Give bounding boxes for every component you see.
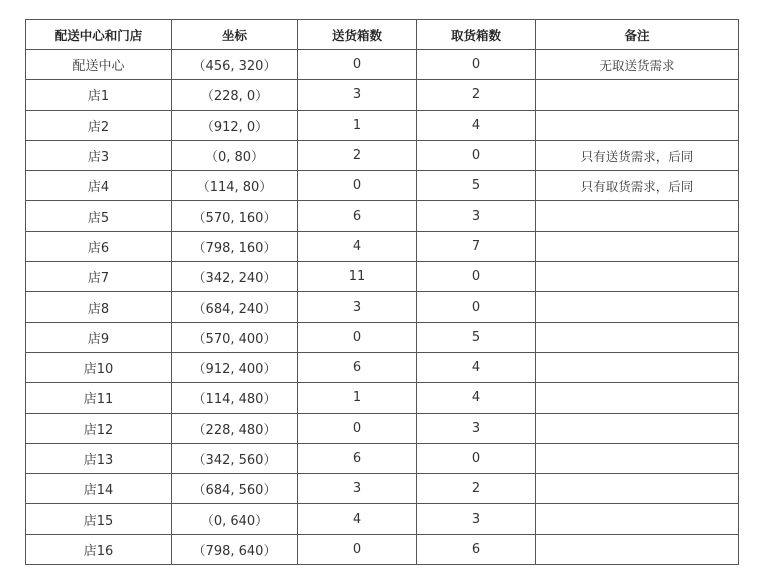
- cell-location: 店14: [26, 474, 172, 504]
- cell-pickup-boxes: 5: [417, 171, 536, 201]
- table-row: [26, 231, 739, 261]
- cell-pickup-boxes: 5: [417, 322, 536, 352]
- cell-delivery-boxes: 0: [298, 534, 417, 564]
- cell-remarks: [536, 80, 739, 110]
- cell-remarks: [536, 322, 739, 352]
- cell-pickup-boxes: 6: [417, 534, 536, 564]
- cell-delivery-boxes: 0: [298, 413, 417, 443]
- cell-remarks: [536, 110, 739, 140]
- table-row: [26, 352, 739, 382]
- cell-delivery-boxes: 0: [298, 50, 417, 80]
- cell-delivery-boxes: 1: [298, 383, 417, 413]
- table-row: [26, 322, 739, 352]
- header-remarks: 备注: [536, 20, 739, 50]
- cell-pickup-boxes: 4: [417, 383, 536, 413]
- cell-pickup-boxes: 4: [417, 352, 536, 382]
- cell-coordinate: （0, 80）: [172, 140, 298, 170]
- table-row: [26, 110, 739, 140]
- cell-pickup-boxes: 0: [417, 443, 536, 473]
- cell-coordinate: （912, 400）: [172, 352, 298, 382]
- header-location: 配送中心和门店: [26, 20, 172, 50]
- cell-remarks: [536, 201, 739, 231]
- cell-pickup-boxes: 0: [417, 50, 536, 80]
- cell-coordinate: （228, 0）: [172, 80, 298, 110]
- cell-delivery-boxes: 2: [298, 140, 417, 170]
- cell-location: 店16: [26, 534, 172, 564]
- cell-location: 店13: [26, 443, 172, 473]
- table-row: [26, 443, 739, 473]
- table-row: [26, 171, 739, 201]
- cell-pickup-boxes: 2: [417, 80, 536, 110]
- cell-location: 店1: [26, 80, 172, 110]
- cell-coordinate: （798, 160）: [172, 231, 298, 261]
- cell-pickup-boxes: 0: [417, 292, 536, 322]
- table-row: [26, 413, 739, 443]
- header-delivery-boxes: 送货箱数: [298, 20, 417, 50]
- table-row: [26, 262, 739, 292]
- cell-remarks: [536, 534, 739, 564]
- cell-delivery-boxes: 0: [298, 322, 417, 352]
- cell-delivery-boxes: 11: [298, 262, 417, 292]
- cell-remarks: [536, 231, 739, 261]
- cell-location: 店9: [26, 322, 172, 352]
- cell-remarks: [536, 352, 739, 382]
- cell-coordinate: （684, 240）: [172, 292, 298, 322]
- cell-location: 店4: [26, 171, 172, 201]
- cell-pickup-boxes: 3: [417, 504, 536, 534]
- cell-coordinate: （456, 320）: [172, 50, 298, 80]
- table-row: [26, 383, 739, 413]
- header-pickup-boxes: 取货箱数: [417, 20, 536, 50]
- table-row: [26, 50, 739, 80]
- cell-location: 店15: [26, 504, 172, 534]
- cell-pickup-boxes: 4: [417, 110, 536, 140]
- cell-location: 店5: [26, 201, 172, 231]
- cell-pickup-boxes: 3: [417, 413, 536, 443]
- cell-coordinate: （228, 480）: [172, 413, 298, 443]
- cell-delivery-boxes: 3: [298, 474, 417, 504]
- cell-remarks: 只有送货需求，后同: [536, 140, 739, 170]
- cell-pickup-boxes: 0: [417, 262, 536, 292]
- cell-coordinate: （684, 560）: [172, 474, 298, 504]
- cell-remarks: [536, 383, 739, 413]
- cell-location: 配送中心: [26, 50, 172, 80]
- cell-coordinate: （0, 640）: [172, 504, 298, 534]
- cell-coordinate: （114, 80）: [172, 171, 298, 201]
- cell-coordinate: （798, 640）: [172, 534, 298, 564]
- cell-location: 店3: [26, 140, 172, 170]
- cell-location: 店12: [26, 413, 172, 443]
- cell-delivery-boxes: 4: [298, 504, 417, 534]
- table-header-row: [26, 20, 739, 50]
- cell-coordinate: （570, 160）: [172, 201, 298, 231]
- table-row: [26, 474, 739, 504]
- cell-delivery-boxes: 1: [298, 110, 417, 140]
- cell-coordinate: （570, 400）: [172, 322, 298, 352]
- cell-location: 店2: [26, 110, 172, 140]
- cell-coordinate: （912, 0）: [172, 110, 298, 140]
- table-body: [26, 50, 739, 565]
- table-row: [26, 140, 739, 170]
- table-row: [26, 201, 739, 231]
- cell-pickup-boxes: 2: [417, 474, 536, 504]
- cell-remarks: [536, 262, 739, 292]
- cell-location: 店10: [26, 352, 172, 382]
- cell-location: 店7: [26, 262, 172, 292]
- cell-remarks: [536, 292, 739, 322]
- cell-coordinate: （342, 240）: [172, 262, 298, 292]
- cell-location: 店8: [26, 292, 172, 322]
- cell-remarks: [536, 413, 739, 443]
- header-coordinate: 坐标: [172, 20, 298, 50]
- cell-location: 店11: [26, 383, 172, 413]
- cell-remarks: [536, 474, 739, 504]
- cell-coordinate: （114, 480）: [172, 383, 298, 413]
- table-row: [26, 80, 739, 110]
- cell-delivery-boxes: 6: [298, 352, 417, 382]
- store-data-table: [25, 19, 739, 565]
- cell-delivery-boxes: 6: [298, 201, 417, 231]
- cell-delivery-boxes: 3: [298, 80, 417, 110]
- cell-delivery-boxes: 4: [298, 231, 417, 261]
- cell-pickup-boxes: 3: [417, 201, 536, 231]
- cell-delivery-boxes: 6: [298, 443, 417, 473]
- cell-delivery-boxes: 3: [298, 292, 417, 322]
- cell-delivery-boxes: 0: [298, 171, 417, 201]
- cell-remarks: [536, 504, 739, 534]
- cell-coordinate: （342, 560）: [172, 443, 298, 473]
- table-row: [26, 292, 739, 322]
- cell-pickup-boxes: 0: [417, 140, 536, 170]
- cell-remarks: 无取送货需求: [536, 50, 739, 80]
- table-row: [26, 504, 739, 534]
- table-row: [26, 534, 739, 564]
- cell-location: 店6: [26, 231, 172, 261]
- cell-remarks: 只有取货需求，后同: [536, 171, 739, 201]
- cell-remarks: [536, 443, 739, 473]
- cell-pickup-boxes: 7: [417, 231, 536, 261]
